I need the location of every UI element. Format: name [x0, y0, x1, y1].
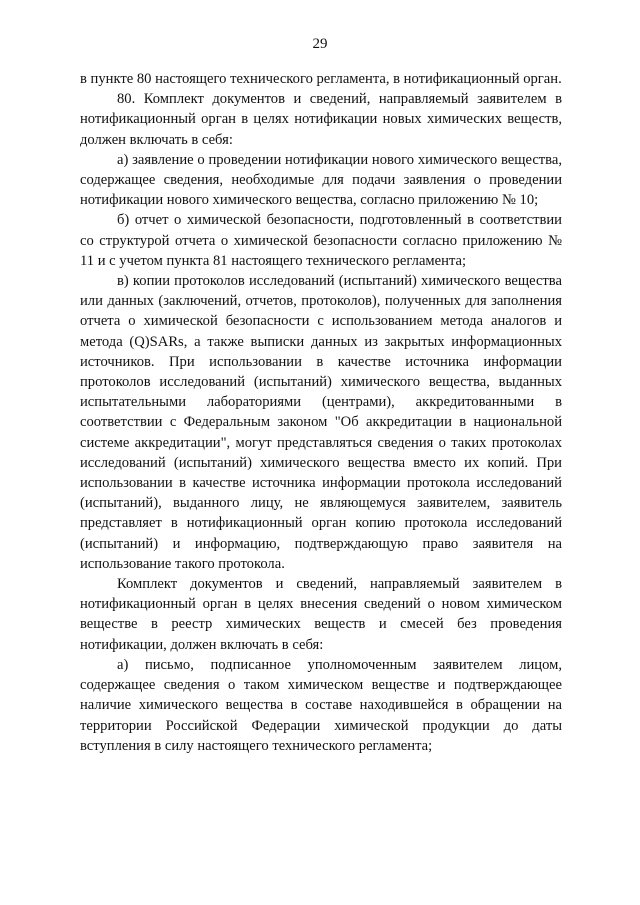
paragraph-subitem-a: а) заявление о проведении нотификации нового химического вещества, содержащее сведения, необходимые для подачи заявления о проведении нотификации нового химического вещества, согласно приложению № 10; [80, 151, 562, 209]
paragraph-continuation: в пункте 80 настоящего технического регламента, в нотификационный орган. [80, 71, 562, 87]
paragraph-subitem-b: б) отчет о химической безопасности, подготовленный в соответствии со структурой отчета о химической безопасности согласно приложению № 11 и с учетом пункта 81 настоящего технического регламента; [80, 212, 562, 269]
paragraph-item-80: 80. Комплект документов и сведений, направляемый заявителем в нотификационный орган в целях нотификации новых химических веществ, должен включать в себя: [80, 91, 562, 148]
document-body [80, 69, 562, 756]
paragraph-subitem-v: в) копии протоколов исследований (испытаний) химического вещества или данных (заключений, отчетов, протоколов), полученных для заполнения отчета о химической безопасности с использованием метода аналогов и метода (Q)SARs, а также выписки данных из закрытых информационных источников. При использовании в качестве источника информации протоколов исследований (испытаний) химического вещества, выданных испытательными лабораториями (центрами), аккредитованными в соответствии с Федеральным законом "Об аккредитации в национальной системе аккредитации", могут представляться сведения о таких протоколах исследований (испытаний) химического вещества вместо их копий. При использовании в качестве источника информации протокола исследований (испытаний), выданного лицу, не являющемуся заявителем, заявитель представляет в нотификационный орган копию протокола исследований (испытаний) и информацию, подтверждающую право заявителя на использование такого протокола. [80, 273, 562, 572]
page-number: 29 [312, 36, 328, 52]
paragraph-package-without-notification: Комплект документов и сведений, направляемый заявителем в нотификационный орган в целях внесения сведений о новом химическом веществе в реестр химических веществ и смесей без проведения нотификации, должен включать в себя: [80, 576, 562, 653]
paragraph-subitem-a-letter: а) письмо, подписанное уполномоченным заявителем лицом, содержащее сведения о таком химическом веществе и подтверждающее наличие химического вещества в составе находившейся в обращении на территории Российской Федерации химической продукции до даты вступления в силу настоящего технического регламента; [80, 656, 562, 754]
